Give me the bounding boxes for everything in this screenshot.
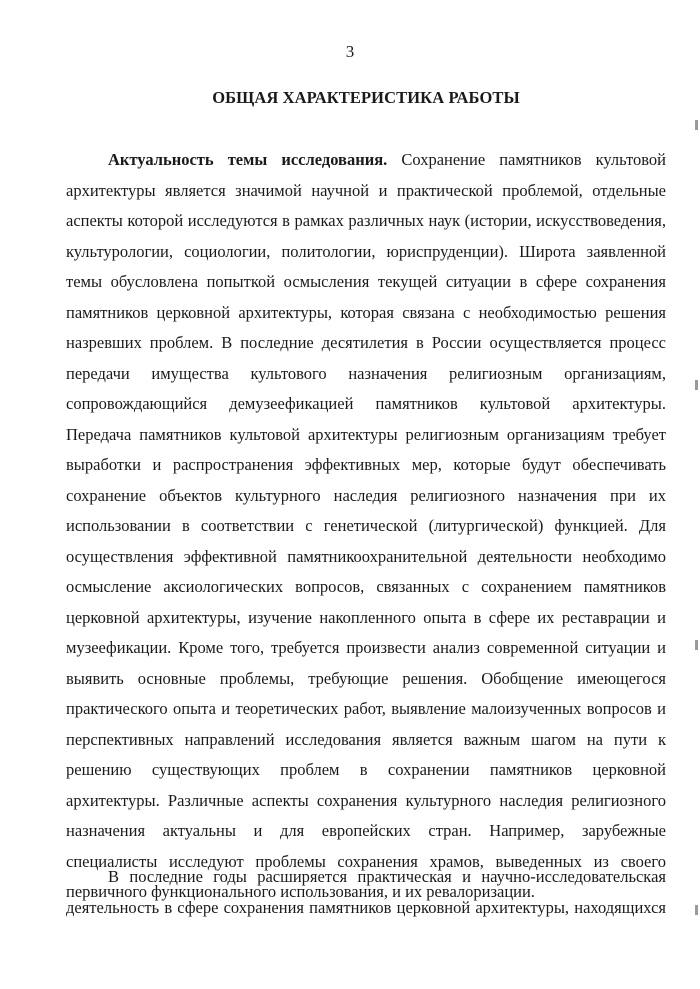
- paragraph-line: архитектуры. Различные аспекты сохранения культурного наследия религиозного: [66, 790, 666, 810]
- paragraph-line: сопровождающийся демузеефикацией памятников культовой архитектуры.: [66, 394, 666, 413]
- paragraph-line: решению существующих проблем в сохранении памятников церковной: [66, 760, 666, 779]
- paragraph-line: В последние годы расширяется практическая и научно-исследовательская: [108, 867, 666, 886]
- paragraph-relevance: [66, 145, 666, 908]
- paragraph-line: первичного функционального использования, и их ревалоризации.: [66, 882, 535, 901]
- scan-edge-mark: [695, 640, 698, 650]
- section-heading: ОБЩАЯ ХАРАКТЕРИСТИКА РАБОТЫ: [212, 88, 520, 107]
- paragraph-line: сохранение объектов культурного наследия религиозного назначения при их: [66, 485, 666, 505]
- paragraph-line: осуществления эффективной памятникоохранительной деятельности необходимо: [66, 546, 666, 566]
- paragraph-line: назначения актуальны и для европейских стран. Например, зарубежные: [66, 821, 666, 840]
- paragraph-line: выявить основные проблемы, требующие решения. Обобщение имеющегося: [66, 668, 666, 688]
- page-number: 3: [345, 42, 355, 61]
- paragraph-recent-years: [66, 862, 666, 923]
- paragraph-line: деятельность в сфере сохранения памятников церковной архитектуры, находящихся: [66, 897, 666, 917]
- paragraph-lead: Актуальность темы исследования.: [108, 150, 388, 169]
- paragraph-line: [66, 145, 666, 176]
- scan-edge-mark: [695, 120, 698, 130]
- paragraph-line-text: Сохранение памятников культовой: [401, 150, 666, 169]
- paragraph-line: темы обусловлена попыткой осмысления текущей ситуации в сфере сохранения: [66, 272, 666, 291]
- paragraph-line: назревших проблем. В последние десятилетия в России осуществляется процесс: [66, 333, 666, 352]
- paragraph-line: специалисты исследуют проблемы сохранения храмов, выведенных из своего: [66, 851, 666, 871]
- paragraph-line: Передача памятников культовой архитектуры религиозным организациям требует: [66, 424, 666, 444]
- paragraph-line: культурологии, социологии, политологии, юриспруденции). Широта заявленной: [66, 241, 666, 261]
- paragraph-line: музеефикации. Кроме того, требуется произвести анализ современной ситуации и: [66, 638, 666, 657]
- paragraph-line: памятников церковной архитектуры, которая связана с необходимостью решения: [66, 302, 666, 322]
- paragraph-line: использовании в соответствии с генетической (литургической) функцией. Для: [66, 516, 666, 535]
- paragraph-line: практического опыта и теоретических работ, выявление малоизученных вопросов и: [66, 699, 666, 718]
- scan-edge-mark: [695, 380, 698, 390]
- paragraph-line: перспективных направлений исследования является важным шагом на пути к: [66, 729, 666, 749]
- paragraph-line: аспекты которой исследуются в рамках различных наук (истории, искусствоведения,: [66, 211, 666, 230]
- paragraph-line: выработки и распространения эффективных мер, которые будут обеспечивать: [66, 455, 666, 474]
- paragraph-line: передачи имущества культового назначения религиозным организациям,: [66, 363, 666, 383]
- paragraph-line: архитектуры является значимой научной и практической проблемой, отдельные: [66, 180, 666, 200]
- paragraph-line: церковной архитектуры, изучение накопленного опыта в сфере их реставрации и: [66, 607, 666, 627]
- paragraph-line: осмысление аксиологических вопросов, связанных с сохранением памятников: [66, 577, 666, 596]
- scan-edge-mark: [695, 905, 698, 915]
